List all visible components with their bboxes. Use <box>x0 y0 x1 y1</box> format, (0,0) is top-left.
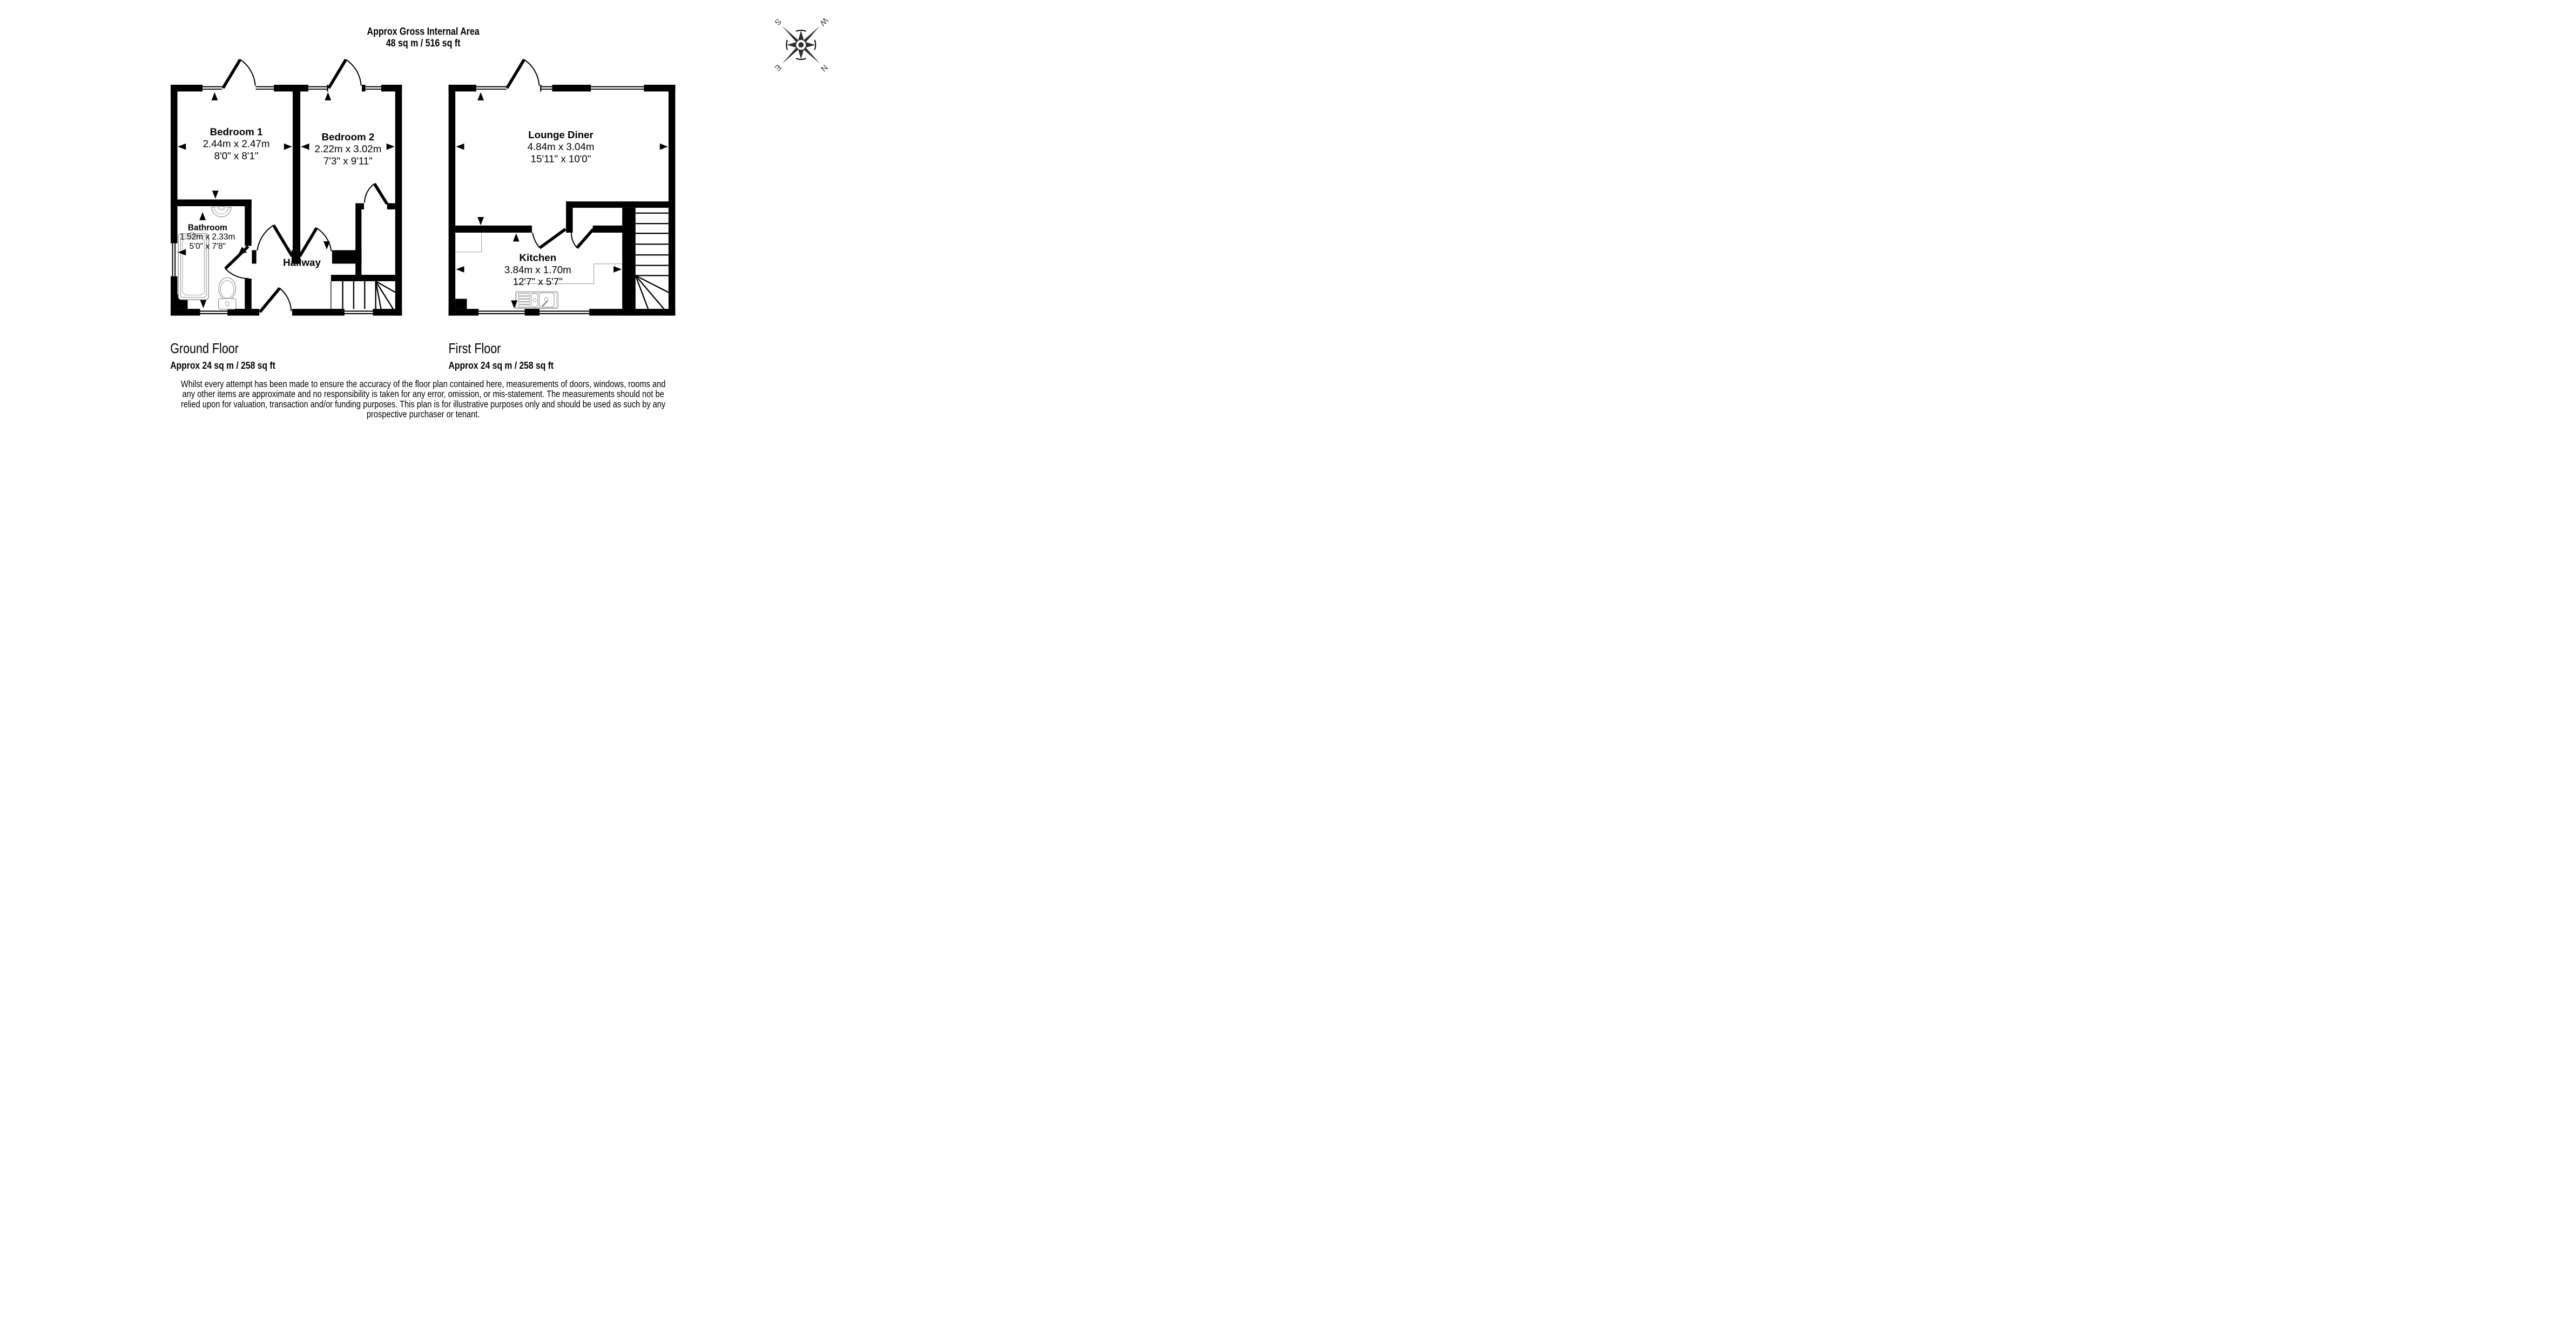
svg-text:Approx Gross Internal Area: Approx Gross Internal Area <box>367 25 480 38</box>
svg-text:8'0" x 8'1": 8'0" x 8'1" <box>214 150 259 161</box>
svg-text:1.52m x 2.33m: 1.52m x 2.33m <box>180 232 235 242</box>
measure-arrow <box>325 92 331 100</box>
window <box>478 308 524 316</box>
svg-text:15'11" x 10'0": 15'11" x 10'0" <box>530 153 591 165</box>
stairs <box>331 281 395 309</box>
wall-cupboard-vertical <box>355 203 361 275</box>
wall-cupboard-top-right <box>387 203 395 209</box>
svg-text:Approx 24 sq m / 258 sq ft: Approx 24 sq m / 258 sq ft <box>448 359 554 371</box>
wall-stairwell <box>622 208 636 316</box>
measure-arrow <box>613 266 622 273</box>
wall-bathroom-right-upper <box>245 199 251 246</box>
compass-s: S <box>772 16 783 27</box>
bedroom1-door-swing <box>257 225 292 256</box>
svg-text:Bedroom 2: Bedroom 2 <box>321 131 375 143</box>
measure-arrow <box>477 92 484 100</box>
disclaimer-line: Whilst every attempt has been made to ensure the accuracy of the floor plan contained here, measurements of doors, windows, rooms and <box>180 378 666 390</box>
measure-arrow <box>513 233 520 241</box>
wall-kitchen-top <box>455 226 532 233</box>
svg-text:Approx 24 sq m / 258 sq ft: Approx 24 sq m / 258 sq ft <box>170 359 275 371</box>
kitchen-door-swing <box>532 229 565 248</box>
ground-floor-plan <box>170 59 402 316</box>
svg-text:First Floor: First Floor <box>448 341 501 357</box>
svg-text:5'0" x 7'8": 5'0" x 7'8" <box>189 241 226 251</box>
wall <box>449 85 455 316</box>
wall-column <box>566 208 572 233</box>
svg-text:Lounge Diner: Lounge Diner <box>528 128 594 140</box>
svg-text:Ground Floor: Ground Floor <box>170 341 239 357</box>
measure-arrow <box>323 241 330 249</box>
disclaimer-line: prospective purchaser or tenant. <box>366 409 480 420</box>
measure-arrow <box>284 144 292 150</box>
first-floor-caption <box>449 342 554 371</box>
measure-arrow <box>660 144 668 150</box>
window <box>256 84 274 92</box>
window <box>345 308 373 316</box>
kitchen-sink <box>515 292 558 308</box>
wall <box>395 85 402 316</box>
disclaimer-line: any other items are approximate and no responsibility is taken for any error, omission, or mis-statement. The measurements should not be <box>182 389 664 400</box>
measure-arrow <box>387 144 395 150</box>
svg-text:Bathroom: Bathroom <box>187 223 227 233</box>
door-swing <box>328 59 362 92</box>
wall <box>669 85 675 316</box>
window <box>540 308 589 316</box>
room-label-bedroom2 <box>315 131 382 167</box>
wall-bedroom-divider <box>293 85 300 264</box>
compass-w: W <box>818 15 830 28</box>
svg-text:7'3" x 9'11": 7'3" x 9'11" <box>323 155 373 167</box>
svg-text:3.84m x 1.70m: 3.84m x 1.70m <box>504 263 571 275</box>
wall-piece <box>593 226 623 233</box>
wall-hall-stub <box>252 250 257 263</box>
stairs <box>636 213 669 309</box>
svg-text:4.84m x 3.04m: 4.84m x 3.04m <box>527 141 595 153</box>
compass-rose <box>750 0 847 96</box>
window <box>541 84 552 92</box>
window-bathroom-side <box>170 243 178 276</box>
measure-arrow <box>301 144 309 150</box>
wall-bathroom-top <box>171 199 252 206</box>
measure-arrow <box>200 300 207 308</box>
landing-door-swing <box>571 229 594 248</box>
svg-text:Kitchen: Kitchen <box>519 252 557 263</box>
measure-arrow <box>456 144 464 150</box>
disclaimer-line: relied upon for valuation, transaction and/or funding purposes. This plan is for illustrative purposes only and should be used as such by any <box>181 399 666 410</box>
wall-cupboard-top-left <box>361 203 364 209</box>
wall-lounge-bottom <box>566 201 669 208</box>
bathroom-door-swing <box>225 246 252 279</box>
front-door-swing <box>259 288 292 316</box>
window <box>366 84 381 92</box>
wall-bathroom-right-lower <box>245 279 251 309</box>
measure-arrow <box>477 217 484 225</box>
svg-text:12'7" x 5'7": 12'7" x 5'7" <box>512 276 563 288</box>
room-label-kitchen <box>504 252 571 287</box>
window <box>203 84 222 92</box>
floorplan-page <box>0 0 847 434</box>
wash-basin <box>212 206 231 216</box>
svg-text:2.44m x 2.47m: 2.44m x 2.47m <box>203 138 270 150</box>
measure-arrow <box>212 92 218 100</box>
cupboard-door-swing <box>364 184 387 210</box>
wall-corner-block <box>455 299 467 309</box>
room-label-bedroom1 <box>203 126 270 161</box>
measure-arrow <box>212 191 219 199</box>
window <box>591 84 644 92</box>
room-label-lounge <box>528 129 595 165</box>
measure-arrow <box>178 144 186 150</box>
disclaimer <box>181 379 665 420</box>
compass-e: E <box>772 62 783 73</box>
svg-text:48 sq m / 516 sq ft: 48 sq m / 516 sq ft <box>386 37 461 49</box>
toilet <box>219 277 236 309</box>
window <box>308 84 327 92</box>
door-swing <box>222 59 255 92</box>
room-label-hallway <box>283 257 321 268</box>
window <box>476 84 507 92</box>
measure-arrow <box>199 212 206 220</box>
first-floor-plan <box>449 59 676 316</box>
measure-arrow <box>456 266 464 273</box>
door-swing <box>507 59 540 92</box>
page-title <box>367 25 480 49</box>
svg-text:2.22m x 3.02m: 2.22m x 3.02m <box>314 143 382 155</box>
floorplan-canvas <box>0 0 847 434</box>
compass-n: N <box>819 62 830 73</box>
svg-text:Bedroom 1: Bedroom 1 <box>210 126 263 138</box>
svg-text:Hallway: Hallway <box>283 256 321 268</box>
wall-stairs-top <box>331 275 395 281</box>
ground-floor-caption <box>170 342 275 371</box>
